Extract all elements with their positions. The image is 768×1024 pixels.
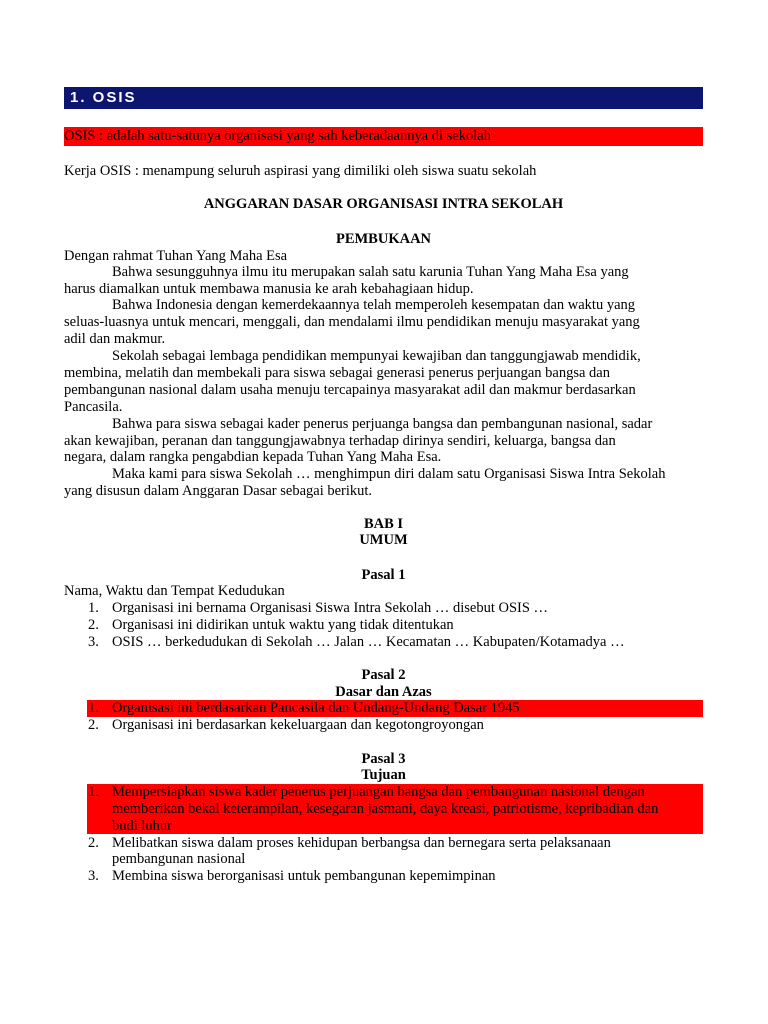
paragraph-5-line: Maka kami para siswa Sekolah … menghimpun diri dalam satu Organisasi Siswa Intra Sekolah [112,466,666,482]
list-item-number: 1. [88,600,99,616]
kerja-osis: Kerja OSIS : menampung seluruh aspirasi yang dimiliki oleh siswa suatu sekolah [64,163,537,179]
pembukaan-opening: Dengan rahmat Tuhan Yang Maha Esa [64,248,288,264]
list-item-number: 3. [88,634,99,650]
list-item-line: memberikan bekal keterampilan, kesegaran jasmani, daya kreasi, patriotisme, kepribadian dan [112,801,659,817]
paragraph-5-line: yang disusun dalam Anggaran Dasar sebagai berikut. [64,483,373,499]
paragraph-1-line: Bahwa sesungguhnya ilmu itu merupakan salah satu karunia Tuhan Yang Maha Esa yang [112,264,629,280]
pasal-2-subtitle: Dasar dan Azas [335,684,432,700]
list-item-line: Melibatkan siswa dalam proses kehidupan berbangsa dan bernegara serta pelaksanaan [112,835,611,851]
pasal-3-heading: Pasal 3 [361,751,406,767]
paragraph-2-line: Bahwa Indonesia dengan kemerdekaannya telah memperoleh kesempatan dan waktu yang [112,297,636,313]
list-item-number: 1. [88,784,99,800]
list-item-number: 3. [88,868,99,884]
paragraph-4-line: Bahwa para siswa sebagai kader penerus perjuanga bangsa dan pembangunan nasional, sadar [112,416,653,432]
pembukaan-heading: PEMBUKAAN [335,231,432,247]
list-item-line: Mempersiapkan siswa kader penerus perjuangan bangsa dan pembangunan nasional dengan [112,784,645,800]
list-item-number: 2. [88,617,99,633]
list-item-line: budi luhur [112,818,173,834]
paragraph-4-line: akan kewajiban, peranan dan tanggungjawabnya terhadap dirinya sendiri, keluarga, bangsa dan [64,433,616,449]
section-header-bar [64,87,703,109]
list-item: Organisasi ini berdasarkan kekeluargaan dan kegotongroyongan [112,717,484,733]
list-item-line: pembangunan nasional [112,851,246,867]
section-header-title: 1. OSIS [70,89,137,106]
list-item: Organisasi ini berdasarkan Pancasila dan Undang-Undang Dasar 1945 [112,700,520,716]
list-item-number: 2. [88,717,99,733]
paragraph-2-line: adil dan makmur. [64,331,166,347]
pasal-3-subtitle: Tujuan [361,767,406,783]
bab-number: BAB I [363,516,404,532]
list-item-number: 1. [88,700,99,716]
paragraph-3-line: membina, melatih dan membekali para siswa sebagai generasi penerus perjuangan bangsa dan [64,365,610,381]
list-item-line: Membina siswa berorganisasi untuk pembangunan kepemimpinan [112,868,496,884]
pasal-1-heading: Pasal 1 [361,567,406,583]
pasal-1-subtitle: Nama, Waktu dan Tempat Kedudukan [64,583,285,599]
paragraph-3-line: Sekolah sebagai lembaga pendidikan mempunyai kewajiban dan tanggungjawab mendidik, [112,348,641,364]
document-title: ANGGARAN DASAR ORGANISASI INTRA SEKOLAH [203,196,564,212]
paragraph-4-line: negara, dalam rangka pengabdian kepada Tuhan Yang Maha Esa. [64,449,442,465]
osis-definition: OSIS : adalah satu-satunya organisasi yang sah keberadaannya di sekolah [64,128,491,144]
paragraph-3-line: Pancasila. [64,399,123,415]
list-item: Organisasi ini didirikan untuk waktu yang tidak ditentukan [112,617,454,633]
pasal-2-heading: Pasal 2 [361,667,406,683]
list-item-number: 2. [88,835,99,851]
list-item: Organisasi ini bernama Organisasi Siswa Intra Sekolah … disebut OSIS … [112,600,549,616]
paragraph-1-line: harus diamalkan untuk membawa manusia ke arah kebahagiaan hidup. [64,281,474,297]
paragraph-2-line: seluas-luasnya untuk mencari, menggali, dan mendalami ilmu pendidikan menuju masyarakat yang [64,314,640,330]
bab-title: UMUM [359,532,408,548]
list-item: OSIS … berkedudukan di Sekolah … Jalan … Kecamatan … Kabupaten/Kotamadya … [112,634,625,650]
paragraph-3-line: pembangunan nasional dalam usaha menuju tercapainya masyarakat adil dan makmur berdasarkan [64,382,636,398]
